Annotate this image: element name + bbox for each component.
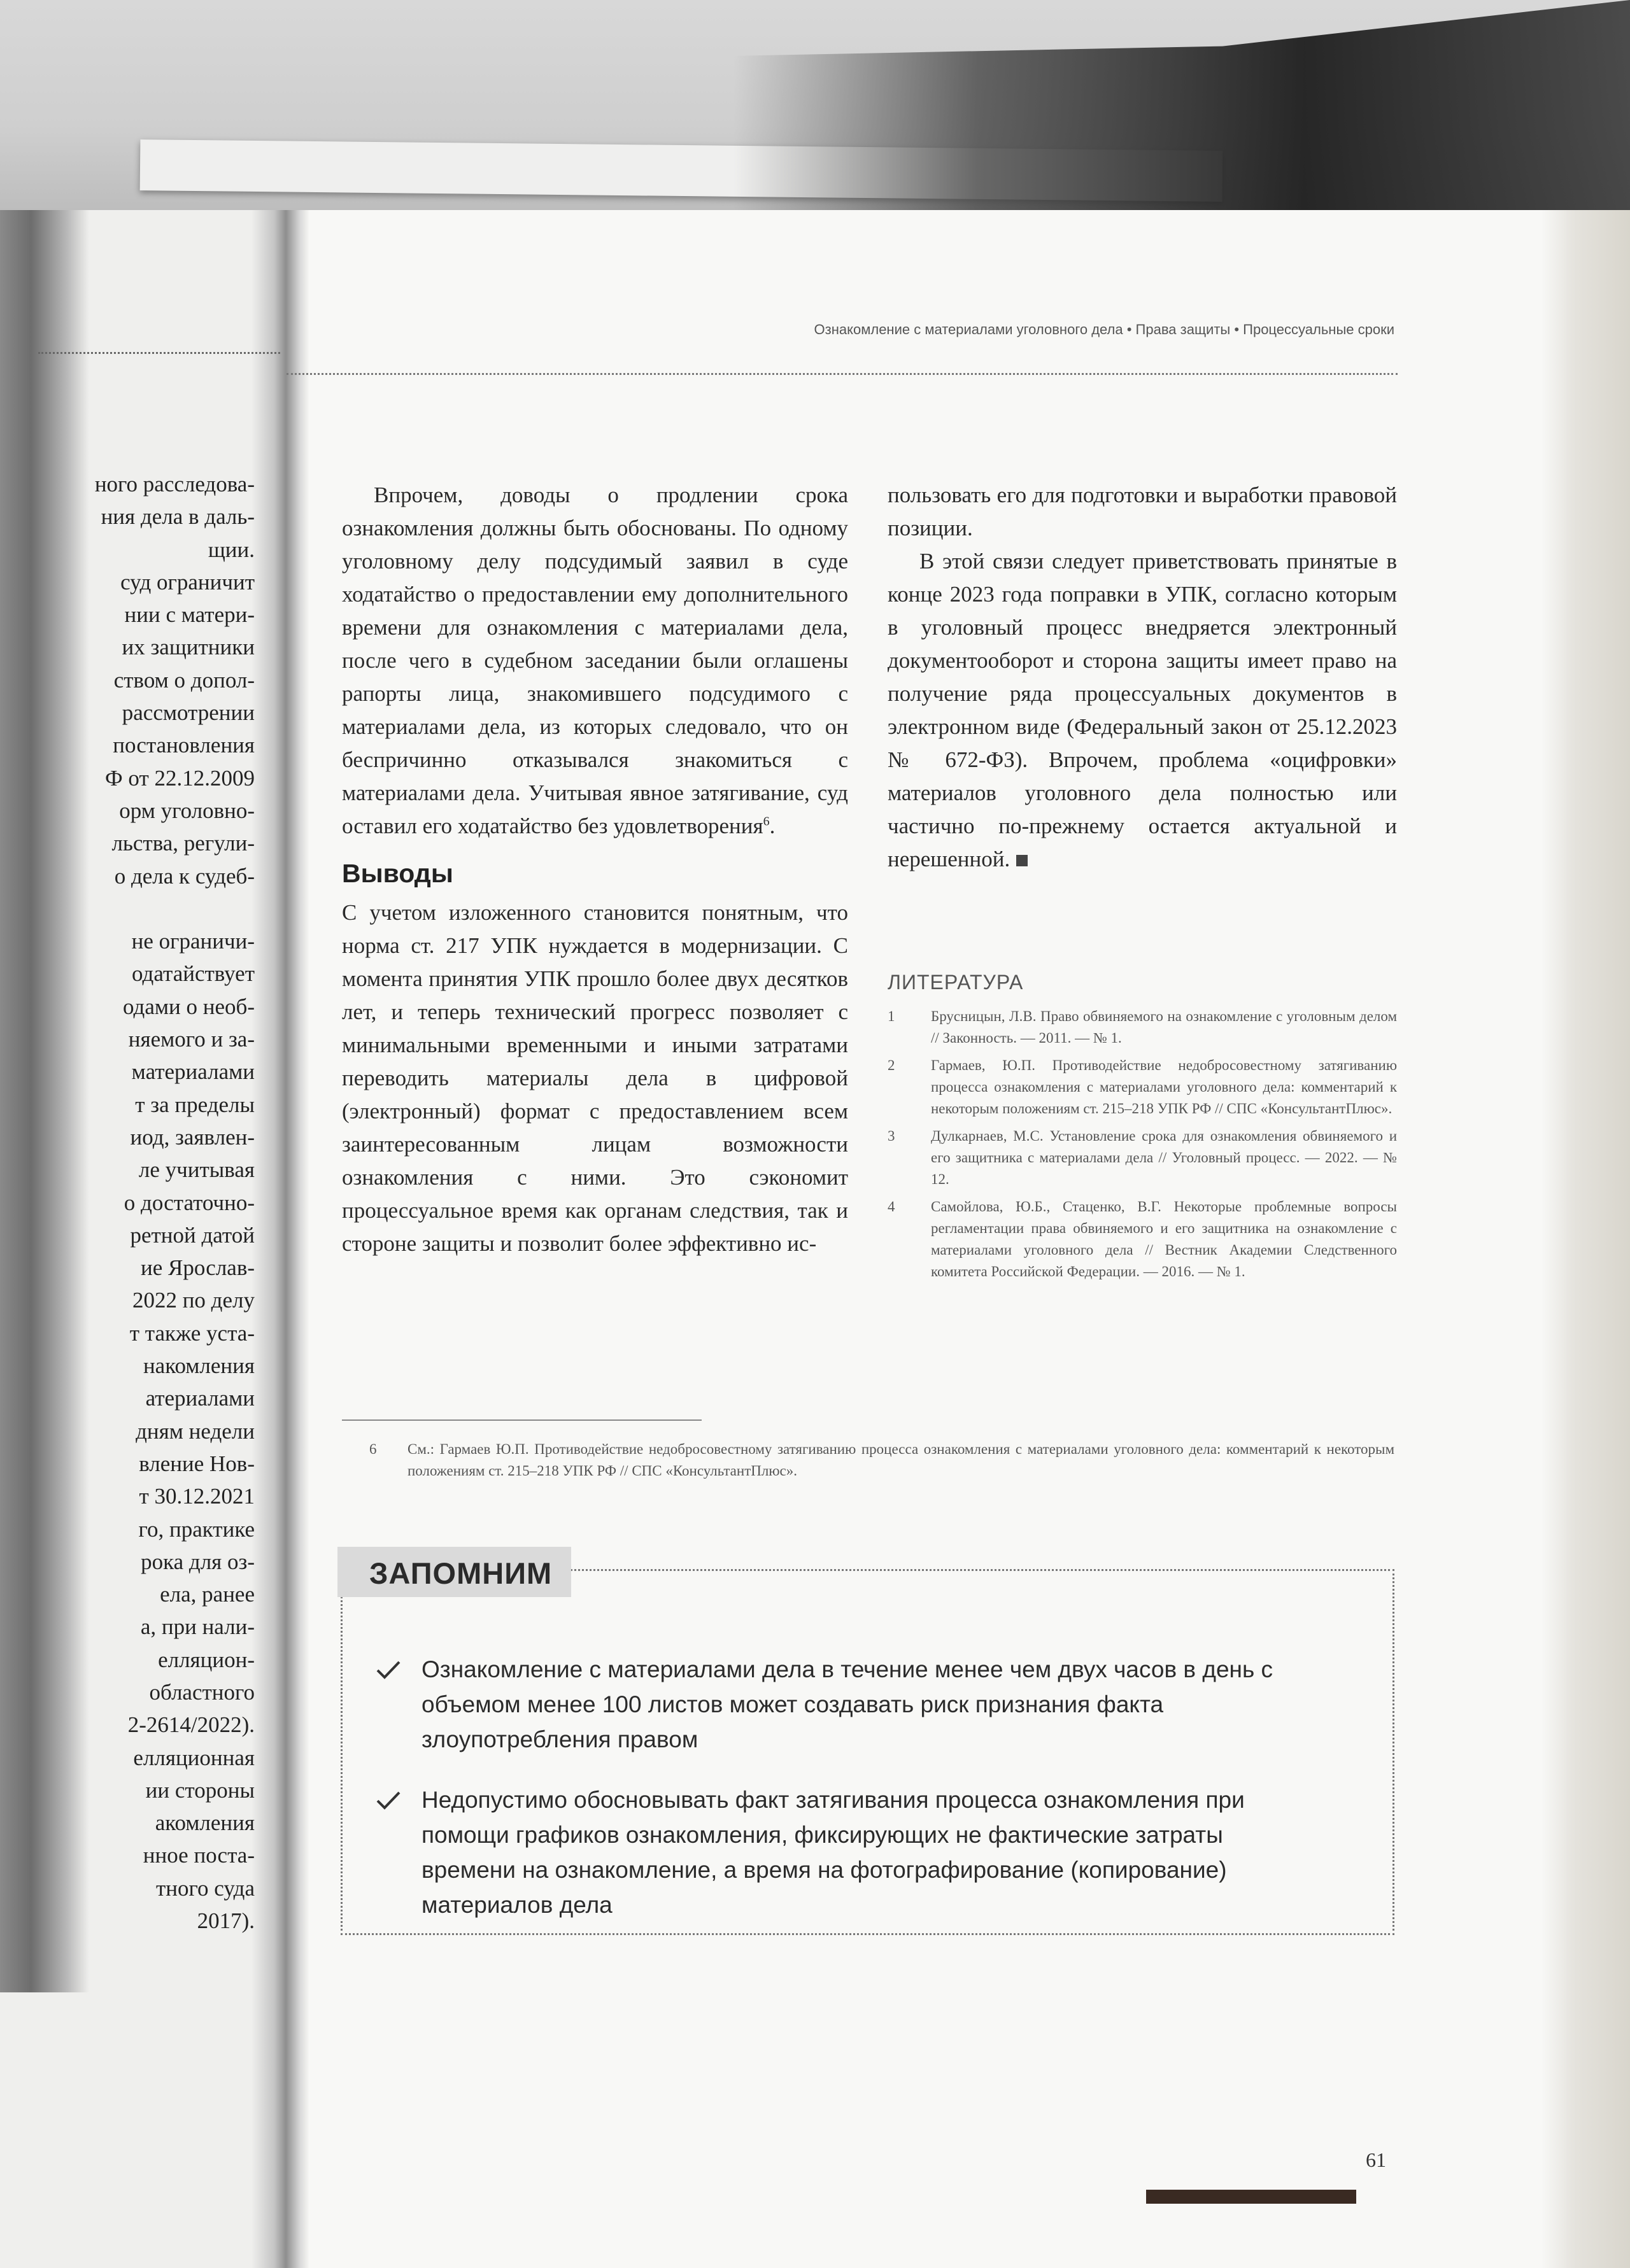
left-page-line: не ограничи-	[131, 929, 255, 954]
left-page-line: о дела к судеб-	[114, 863, 255, 889]
left-page-line: т также уста-	[129, 1320, 255, 1346]
book-spine	[252, 210, 309, 2268]
left-page-line: ного расследова-	[94, 472, 255, 497]
left-page-line: ле учитывая	[138, 1157, 255, 1183]
footnote-rule	[342, 1419, 702, 1421]
left-page-line: вление Нов-	[139, 1451, 255, 1476]
left-page-line: ела, ранее	[160, 1582, 255, 1607]
column-2	[888, 479, 1397, 876]
left-page-line: 2017).	[197, 1908, 255, 1934]
literature-item-number: 2	[888, 1057, 895, 1073]
left-page-line: акомления	[155, 1810, 255, 1836]
bottom-scan-artifact	[1146, 2190, 1356, 2204]
left-page-line: одатайствует	[132, 961, 255, 987]
left-page-line: областного	[149, 1679, 255, 1705]
left-page-line: 2022 по делу	[132, 1288, 255, 1313]
section-heading: Выводы	[342, 859, 453, 888]
left-page-line: а, при нали-	[140, 1614, 255, 1640]
left-page-line: одами о необ-	[123, 994, 255, 1019]
left-page-line: щии.	[208, 537, 255, 562]
left-page-line: ством о допол-	[113, 667, 255, 693]
literature-item-number: 3	[888, 1128, 895, 1144]
left-page-line: их защитники	[122, 635, 255, 660]
left-page-line: накомления	[143, 1353, 255, 1379]
left-page-line: Ф от 22.12.2009	[105, 765, 255, 791]
left-page-line: т за пределы	[135, 1092, 255, 1117]
paragraph: С учетом изложенного становится понятным, что норма ст. 217 УПК нуждается в модернизации. С момента принятия УПК прошло более двух десятков лет, и теперь технический прогресс позволяет с минимальными временными и иными затратами переводить материалы дела в цифровой (электронный) формат с предоставлением всем заинтересованным лицам возможности ознакомления с ними. Это сэкономит процессуальное время как органам следствия, так и стороне защиты и позволит более эффективно ис-	[342, 900, 848, 1256]
left-page-line: тного суда	[156, 1875, 255, 1901]
literature-item-text: Гармаев, Ю.П. Противодействие недобросовестному затягиванию процесса ознакомления с материалами уголовного дела: комментарий к некоторым положениям ст. 215–218 УПК РФ // СПС «КонсультантПлюс».	[931, 1057, 1397, 1116]
footnote	[369, 1439, 1394, 1482]
left-page-line: го, практике	[138, 1516, 255, 1542]
left-page-line: елляционная	[133, 1745, 255, 1770]
left-page-line: дням недели	[136, 1418, 255, 1444]
left-page-line: няемого и за-	[128, 1027, 255, 1052]
literature-item-number: 4	[888, 1199, 895, 1215]
left-page-line: атериалами	[145, 1386, 255, 1411]
left-page-text	[38, 468, 255, 1937]
right-edge-shade	[1541, 210, 1630, 2268]
left-page-line: елляцион-	[158, 1647, 255, 1672]
left-page-line: суд ограничит	[120, 569, 255, 595]
column-1	[342, 479, 848, 1260]
literature-item-text: Брусницын, Л.В. Право обвиняемого на ознакомление с уголовным делом // Законность. — 2011. — № 1.	[931, 1008, 1397, 1046]
checkmark-icon	[376, 1652, 422, 1757]
left-page-line: о достаточно-	[124, 1190, 255, 1215]
remember-title: ЗАПОМНИМ	[337, 1547, 571, 1597]
end-mark-icon	[1016, 855, 1028, 866]
left-page-line: материалами	[131, 1059, 255, 1085]
paragraph: пользовать его для подготовки и выработки правовой позиции.	[888, 482, 1397, 540]
left-page-line: рассмотрении	[122, 700, 255, 726]
literature-item-text: Самойлова, Ю.Б., Стаценко, В.Г. Некоторые проблемные вопросы регламентации права обвиняемого и его защитника на ознакомление с материалами уголовного дела // Вестник Академии Следственного комитета Российской Федерации. — 2016. — № 1.	[931, 1199, 1397, 1279]
literature-item	[888, 1055, 1397, 1120]
left-page-line: ретной датой	[130, 1222, 255, 1248]
literature-item	[888, 1006, 1397, 1049]
header-rule	[287, 373, 1398, 375]
running-head: Ознакомление с материалами уголовного дела • Права защиты • Процессуальные сроки	[814, 321, 1394, 337]
left-page-line: ие Ярослав-	[141, 1255, 255, 1281]
remember-item	[376, 1782, 1312, 1922]
footnote-text: См.: Гармаев Ю.П. Противодействие недобросовестному затягиванию процесса ознакомления с материалами уголовного дела: комментарий к некоторым положениям ст. 215–218 УПК РФ // СПС «КонсультантПлюс».	[408, 1441, 1394, 1479]
left-page-line: ии стороны	[145, 1777, 255, 1803]
paragraph: Впрочем, доводы о продлении срока ознакомления должны быть обоснованы. По одному уголовному делу подсудимый заявил в суде ходатайство о предоставлении ему дополнительного времени для ознакомления с материалами дела, после чего в судебном заседании были оглашены рапорты лица, знакомившего подсудимого с материалами дела, из которых следовало, что он беспричинно отказывался знакомиться с материалами дела. Учитывая явное затягивание, суд оставил его ходатайство без удовлетворения$^6$.	[342, 482, 848, 838]
literature-item	[888, 1125, 1397, 1190]
left-page-line: 2-2614/2022).	[127, 1712, 255, 1738]
page-number: 61	[1366, 2148, 1386, 2171]
left-page-line: рока для оз-	[141, 1549, 255, 1574]
left-page-line: т 30.12.2021	[139, 1484, 255, 1509]
footnote-number: 6	[369, 1441, 377, 1457]
remember-item-text: Ознакомление с материалами дела в течение менее чем двух часов в день с объемом менее 100 листов может создавать риск признания факта злоупотребления правом	[422, 1656, 1273, 1752]
left-page-line	[38, 892, 255, 925]
left-page-line: нное поста-	[143, 1843, 255, 1868]
left-page-line: нии с матери-	[124, 602, 255, 628]
paragraph: В этой связи следует приветствовать принятые в конце 2023 года поправки в УПК, согласно которым в уголовный процесс внедряется электронный документооборот и сторона защиты имеет право на получение ряда процессуальных документов в электронном виде (Федеральный закон от 25.12.2023 № 672-ФЗ). Впрочем, проблема «оцифровки» материалов уголовного дела полностью или частично по-прежнему остается актуальной и нерешенной.	[888, 549, 1397, 871]
left-page-line: ния дела в даль-	[101, 504, 255, 530]
literature-item-number: 1	[888, 1008, 895, 1024]
checkmark-icon	[376, 1782, 422, 1922]
literature-title: ЛИТЕРАТУРА	[888, 971, 1024, 994]
left-page-line: льства, регули-	[111, 831, 255, 856]
footnote-ref[interactable]: 6	[763, 814, 770, 829]
left-page-line: иод, заявлен-	[130, 1124, 255, 1150]
remember-item-text: Недопустимо обосновывать факт затягивания процесса ознакомления при помощи графиков ознакомления, фиксирующих не фактические затраты времени на ознакомление, а время на фотографирование (копирование) материалов дела	[422, 1787, 1245, 1918]
left-page-line: орм уголовно-	[119, 798, 255, 823]
left-page-header-rule	[38, 352, 280, 354]
remember-item	[376, 1652, 1312, 1757]
literature-item	[888, 1196, 1397, 1283]
literature-list	[888, 1006, 1397, 1288]
literature-item-text: Дулкарнаев, М.С. Установление срока для ознакомления обвиняемого и его защитника с материалами дела // Уголовный процесс. — 2022. — № 12.	[931, 1128, 1397, 1187]
left-page-line: постановления	[113, 733, 255, 758]
